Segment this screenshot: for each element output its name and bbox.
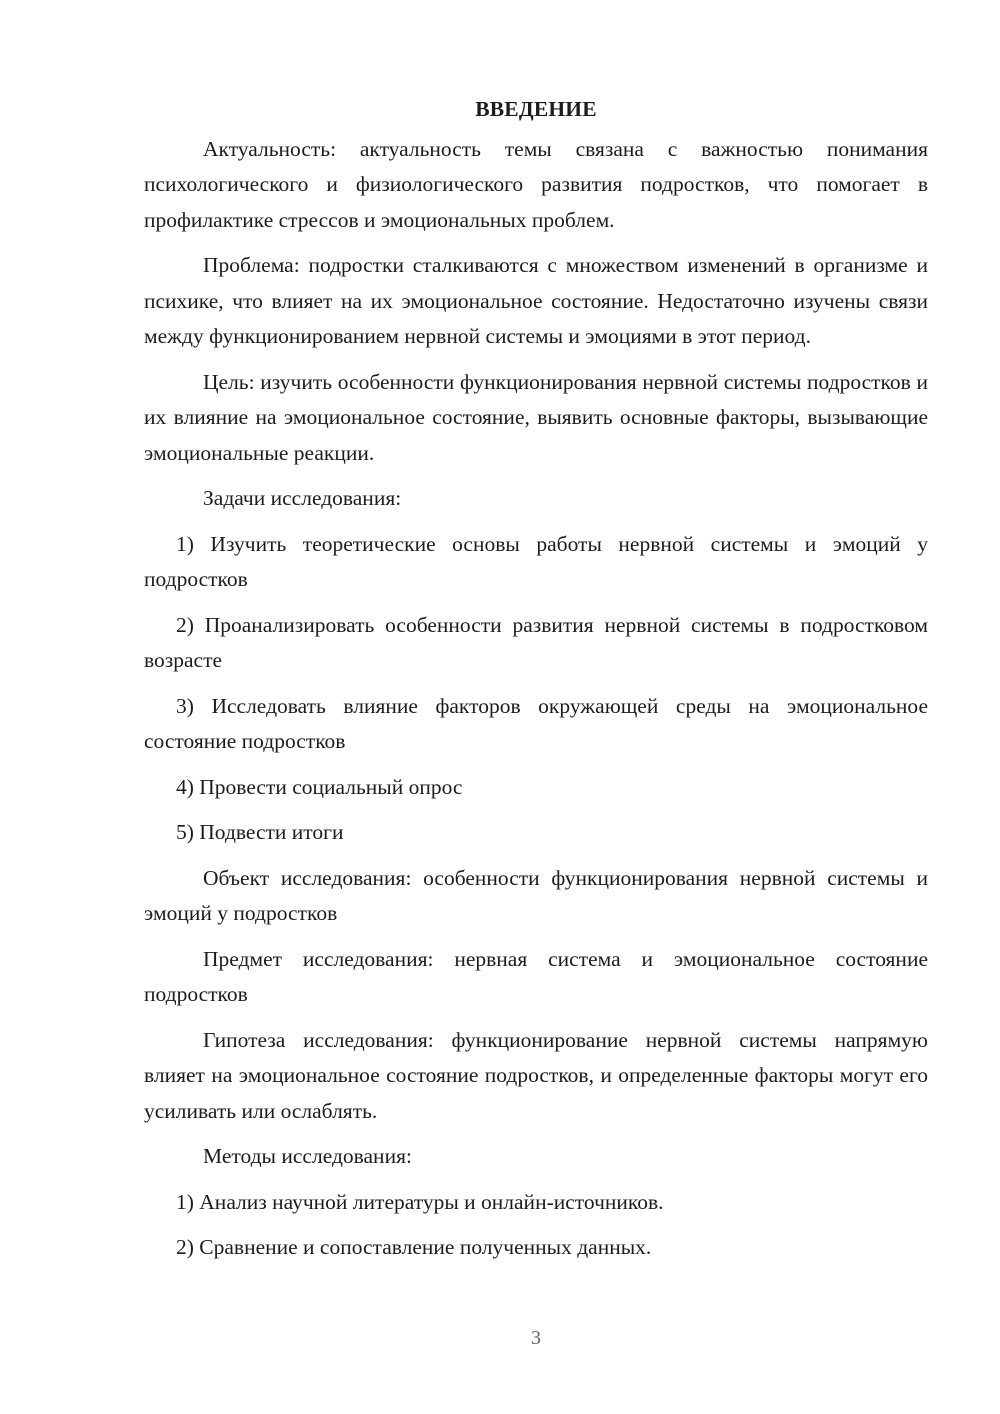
section-title: ВВЕДЕНИЕ	[475, 97, 597, 121]
method-item-2: 2) Сравнение и сопоставление полученных данных.	[176, 1235, 652, 1259]
subject-paragraph: Предмет исследования: нервная система и эмоциональное состояние подростков	[144, 946, 928, 1006]
task-item-3: 3) Исследовать влияние факторов окружающей среды на эмоциональное состояние подростков	[144, 693, 928, 753]
task-item-5: 5) Подвести итоги	[176, 820, 344, 844]
problem-paragraph: Проблема: подростки сталкиваются с множеством изменений в организме и психике, что влияет на их эмоциональное состояние. Недостаточно изучены связи между функционированием нервной системы и эмоциями в этот период.	[144, 253, 928, 348]
document-page	[144, 92, 928, 1276]
goal-paragraph: Цель: изучить особенности функционирования нервной системы подростков и их влияние на эмоциональное состояние, выявить основные факторы, вызывающие эмоциональные реакции.	[144, 369, 928, 465]
hypothesis-paragraph: Гипотеза исследования: функционирование нервной системы напрямую влияет на эмоциональное состояние подростков, и определенные факторы могут его усиливать или ослаблять.	[144, 1027, 928, 1123]
methods-heading: Методы исследования:	[203, 1144, 412, 1168]
task-item-4: 4) Провести социальный опрос	[176, 774, 463, 799]
relevance-paragraph: Актуальность: актуальность темы связана с важностью понимания психологического и физиологического развития подростков, что помогает в профилактике стрессов и эмоциональных проблем.	[144, 136, 928, 232]
method-item-1: 1) Анализ научной литературы и онлайн-источников.	[176, 1189, 664, 1214]
object-paragraph: Объект исследования: особенности функционирования нервной системы и эмоций у подростков	[144, 865, 928, 925]
task-item-1: 1) Изучить теоретические основы работы нервной системы и эмоций у подростков	[144, 531, 928, 591]
page-number: 3	[531, 1327, 541, 1349]
task-item-2: 2) Проанализировать особенности развития нервной системы в подростковом возрасте	[144, 612, 928, 672]
tasks-heading: Задачи исследования:	[203, 486, 402, 510]
